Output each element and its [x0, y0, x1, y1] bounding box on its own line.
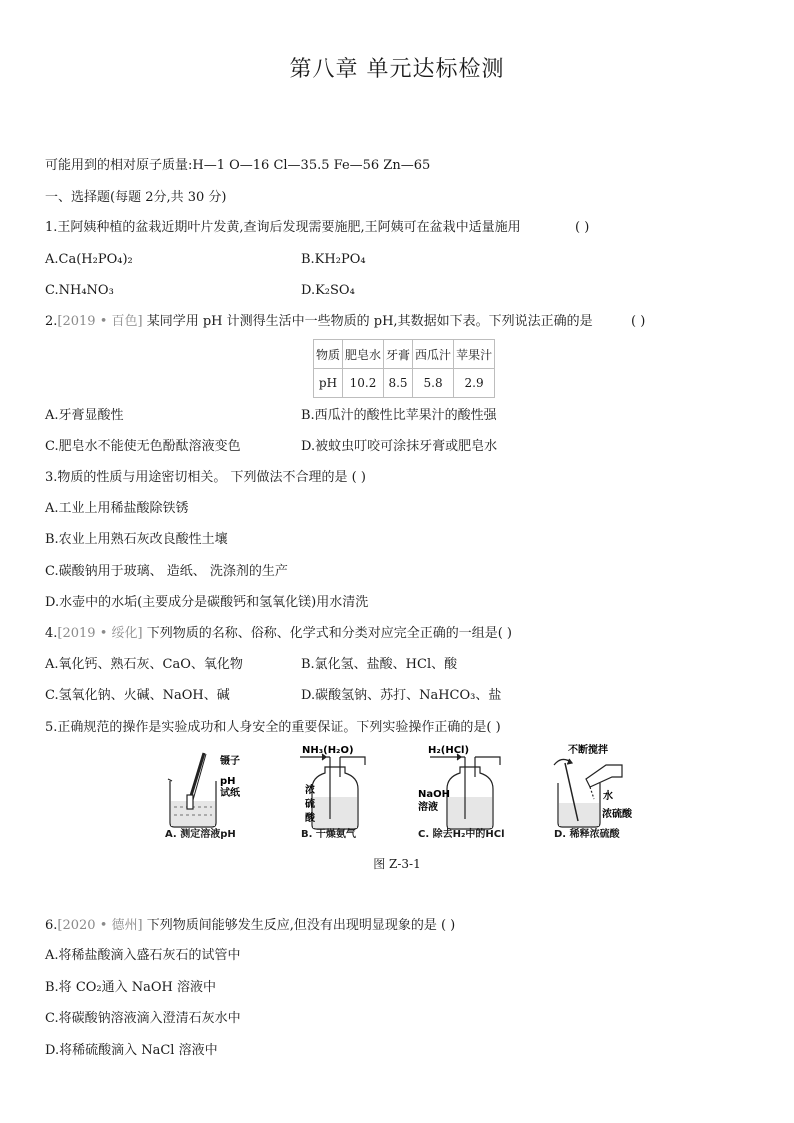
question-5-stem: 5.正确规范的操作是实验成功和人身安全的重要保证。下列实验操作正确的是( ): [45, 720, 501, 735]
question-2-paren: ( ): [631, 314, 646, 329]
figure-b-liquid-line: 硫: [305, 799, 315, 810]
question-4-stem: [45, 625, 512, 643]
table-cell: 2.9: [454, 369, 495, 398]
figure-d-caption: D. 稀释浓硫酸: [554, 829, 620, 840]
q3-option-d: D.水壶中的水垢(主要成分是碳酸钙和氢氧化镁)用水清洗: [45, 595, 369, 610]
figure-a-tweezers-label: 镊子: [220, 756, 240, 767]
figure-b-liquid-line: 浓: [305, 785, 315, 796]
figure-d-stir-label: 不断搅拌: [568, 745, 608, 756]
q6-option-a: A.将稀盐酸滴入盛石灰石的试管中: [45, 948, 241, 963]
q4-option-a: A.氧化钙、熟石灰、CaO、氧化物: [45, 657, 243, 672]
question-number: 4.: [45, 626, 58, 641]
figure-a-caption: A. 测定溶液pH: [165, 829, 236, 840]
figure-d-water-label: 水: [603, 791, 613, 802]
figure-b-caption: B. 干燥氨气: [301, 829, 356, 840]
question-number: 2.: [45, 314, 58, 329]
q2-option-a: A.牙膏显酸性: [45, 408, 124, 423]
question-3-stem: 3.物质的性质与用途密切相关。 下列做法不合理的是 ( ): [45, 470, 366, 485]
table-header-cell: 苹果汁: [454, 340, 495, 369]
q1-option-d: D.K₂SO₄: [301, 283, 355, 298]
question-6-stem: [45, 917, 455, 935]
figure-b-gas-label: NH₃(H₂O): [302, 745, 354, 756]
table-row: [314, 369, 495, 398]
q6-option-d: D.将稀硫酸滴入 NaCl 溶液中: [45, 1043, 218, 1058]
table-cell: 5.8: [413, 369, 454, 398]
q4-option-d: D.碳酸氢钠、苏打、NaHCO₃、盐: [301, 688, 502, 703]
question-text: 下列物质间能够发生反应,但没有出现明显现象的是 ( ): [142, 918, 456, 933]
question-text: 下列物质的名称、俗称、化学式和分类对应完全正确的一组是( ): [142, 626, 512, 641]
q4-option-c: C.氢氧化钠、火碱、NaOH、碱: [45, 688, 230, 703]
q2-option-b: B.西瓜汁的酸性比苹果汁的酸性强: [301, 408, 497, 423]
q3-option-a: A.工业上用稀盐酸除铁锈: [45, 501, 189, 516]
ph-table: [313, 339, 495, 398]
figure-b-liquid-line: 酸: [305, 813, 315, 824]
figure-c-liquid-line: NaOH: [418, 789, 450, 800]
figure-c-gas-label: H₂(HCl): [428, 745, 470, 756]
table-header-cell: 物质: [314, 340, 343, 369]
q3-option-b: B.农业上用熟石灰改良酸性土壤: [45, 532, 228, 547]
atomic-mass-line: 可能用到的相对原子质量:H—1 O—16 Cl—35.5 Fe—56 Zn—65: [45, 158, 431, 173]
question-1-paren: ( ): [575, 220, 590, 235]
section-heading: 一、选择题(每题 2分,共 30 分): [45, 190, 227, 205]
table-header-cell: 西瓜汁: [413, 340, 454, 369]
figure-a-beaker: [168, 753, 216, 827]
question-source: [2019 • 百色]: [57, 314, 143, 329]
table-header-cell: 肥皂水: [343, 340, 384, 369]
q1-option-b: B.KH₂PO₄: [301, 252, 366, 267]
q2-option-c: C.肥皂水不能使无色酚酞溶液变色: [45, 439, 241, 454]
table-cell: 8.5: [384, 369, 413, 398]
table-row: [314, 340, 495, 369]
q4-option-b: B.氯化氢、盐酸、HCl、酸: [301, 657, 458, 672]
table-header-cell: 牙膏: [384, 340, 413, 369]
page-title: 第八章 单元达标检测: [289, 57, 505, 82]
figure-d-acid-label: 浓硫酸: [602, 809, 632, 820]
q2-option-d: D.被蚊虫叮咬可涂抹牙膏或肥皂水: [301, 439, 498, 454]
figure-a-paper-label: [220, 776, 241, 799]
question-1-stem: 1.王阿姨种植的盆栽近期叶片发黄,查询后发现需要施肥,王阿姨可在盆栽中适量施用: [45, 220, 521, 235]
q6-option-b: B.将 CO₂通入 NaOH 溶液中: [45, 980, 217, 995]
figure-a-paper-line: pH: [220, 776, 236, 787]
table-row-label: pH: [314, 369, 343, 398]
q6-option-c: C.将碳酸钠溶液滴入澄清石灰水中: [45, 1011, 241, 1026]
q3-option-c: C.碳酸钠用于玻璃、 造纸、 洗涤剂的生产: [45, 564, 288, 579]
table-cell: 10.2: [343, 369, 384, 398]
question-number: 6.: [45, 918, 58, 933]
question-text: 某同学用 pH 计测得生活中一些物质的 pH,其数据如下表。下列说法正确的是: [146, 314, 593, 329]
question-source: [2019 • 绥化]: [57, 626, 143, 641]
q1-option-a: A.Ca(H₂PO₄)₂: [45, 252, 133, 267]
figure-caption: 图 Z-3-1: [373, 857, 421, 871]
figure-c-caption: C. 除去H₂中的HCl: [418, 829, 505, 840]
figure-c-liquid-line: 溶液: [418, 802, 438, 813]
figure-a-paper-line: 试纸: [220, 788, 240, 799]
question-2-stem: [45, 313, 593, 331]
question-source: [2020 • 德州]: [57, 918, 143, 933]
q1-option-c: C.NH₄NO₃: [45, 283, 114, 298]
